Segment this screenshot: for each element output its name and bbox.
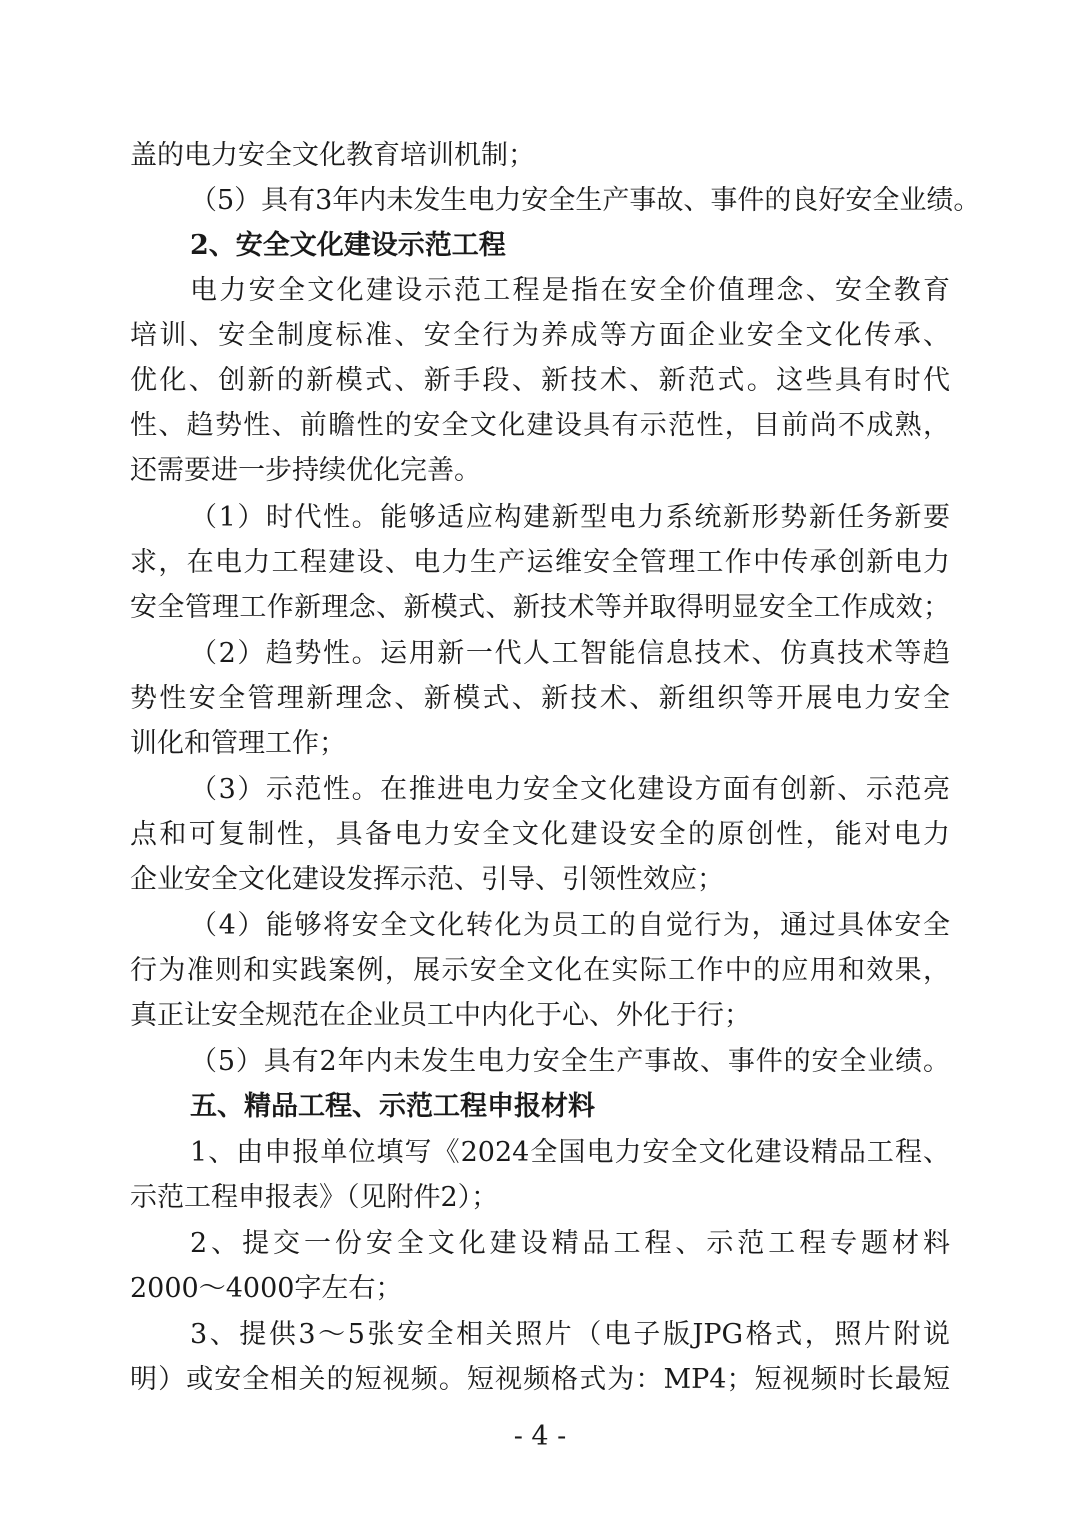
paragraph-line: 点和可复制性，具备电力安全文化建设安全的原创性，能对电力: [130, 819, 950, 850]
paragraph-line: 3、提供3～5张安全相关照片（电子版JPG格式，照片附说: [190, 1319, 950, 1350]
paragraph-line: 1、由申报单位填写《2024全国电力安全文化建设精品工程、: [190, 1137, 950, 1168]
paragraph-line: （2）趋势性。运用新一代人工智能信息技术、仿真技术等趋: [190, 638, 950, 669]
paragraph-line: 电力安全文化建设示范工程是指在安全价值理念、安全教育: [190, 275, 950, 306]
paragraph-line: 训化和管理工作；: [130, 728, 346, 759]
paragraph-line: 优化、创新的新模式、新手段、新技术、新范式。这些具有时代: [130, 365, 950, 396]
paragraph-line: （4）能够将安全文化转化为员工的自觉行为，通过具体安全: [190, 910, 950, 941]
paragraph-line: 盖的电力安全文化教育培训机制；: [130, 140, 535, 171]
paragraph-line: （5）具有3年内未发生电力安全生产事故、事件的良好安全业绩。: [190, 185, 981, 216]
paragraph-line: 企业安全文化建设发挥示范、引导、引领性效应；: [130, 864, 724, 895]
section-heading: 2、安全文化建设示范工程: [190, 230, 506, 261]
paragraph-line: 2000～4000字左右；: [130, 1273, 403, 1304]
paragraph-line: 安全管理工作新理念、新模式、新技术等并取得明显安全工作成效；: [130, 592, 950, 623]
paragraph-line: （1）时代性。能够适应构建新型电力系统新形势新任务新要: [190, 502, 950, 533]
paragraph-line: 行为准则和实践案例，展示安全文化在实际工作中的应用和效果，: [130, 955, 950, 986]
paragraph-line: 培训、安全制度标准、安全行为养成等方面企业安全文化传承、: [130, 320, 950, 351]
page-number: - 4 -: [513, 1421, 567, 1452]
paragraph-line: 明）或安全相关的短视频。短视频格式为：MP4；短视频时长最短: [130, 1364, 950, 1395]
paragraph-line: 真正让安全规范在企业员工中内化于心、外化于行；: [130, 1000, 751, 1031]
paragraph-line: 示范工程申报表》（见附件2）；: [130, 1182, 499, 1213]
paragraph-line: 求，在电力工程建设、电力生产运维安全管理工作中传承创新电力: [130, 547, 950, 578]
paragraph-line: 性、趋势性、前瞻性的安全文化建设具有示范性，目前尚不成熟，: [130, 410, 950, 441]
paragraph-line: 还需要进一步持续优化完善。: [130, 455, 481, 486]
paragraph-line: 2、提交一份安全文化建设精品工程、示范工程专题材料: [190, 1228, 950, 1259]
paragraph-line: （3）示范性。在推进电力安全文化建设方面有创新、示范亮: [190, 774, 950, 805]
paragraph-line: （5）具有2年内未发生电力安全生产事故、事件的安全业绩。: [190, 1046, 950, 1077]
section-heading: 五、精品工程、示范工程申报材料: [190, 1091, 595, 1122]
paragraph-line: 势性安全管理新理念、新模式、新技术、新组织等开展电力安全: [130, 683, 950, 714]
